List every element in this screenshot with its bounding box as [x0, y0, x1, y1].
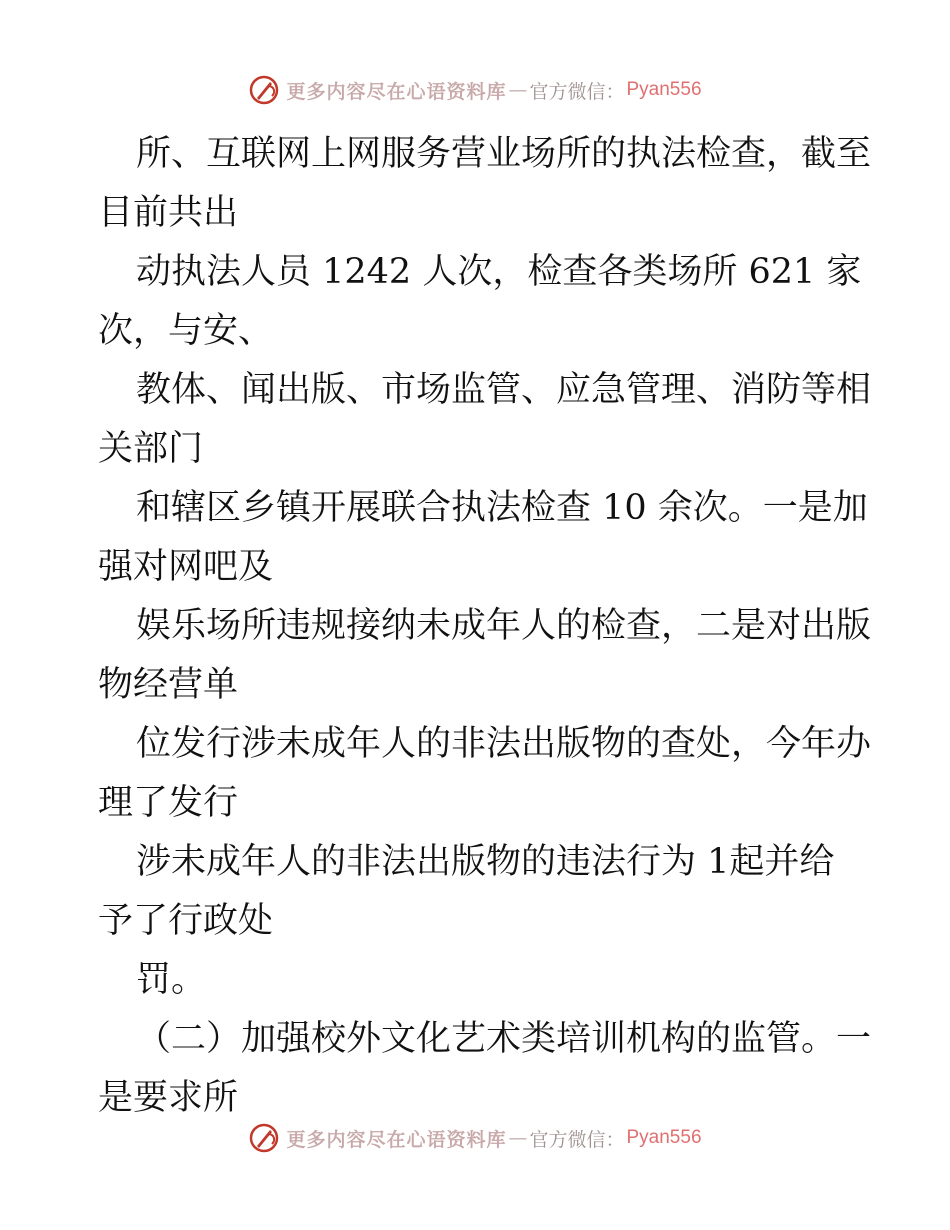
body-line: 是要求所: [98, 1078, 239, 1118]
document-body: [98, 125, 872, 1128]
body-line: 娱乐场所违规接纳未成年人的检查，二是对出版: [136, 606, 872, 646]
body-line: 物经营单: [98, 665, 239, 705]
body-line: 涉未成年人的非法出版物的违法行为 1起并给: [136, 842, 835, 882]
watermark-brand: 更多内容尽在心语资料库: [286, 80, 507, 103]
watermark-brand: 更多内容尽在心语资料库: [286, 1128, 507, 1151]
body-line: 予了行政处: [98, 901, 274, 941]
body-line: 所、互联网上网服务营业场所的执法检查，截至: [136, 134, 872, 174]
watermark-official-label: 官方微信：: [529, 1128, 625, 1151]
watermark-wechat-id: Pyan556: [626, 1127, 702, 1148]
body-line: 动执法人员 1242 人次，检查各类场所 621 家: [136, 252, 862, 292]
body-line: （二）加强校外文化艺术类培训机构的监管。一: [136, 1019, 872, 1059]
body-line: 目前共出: [98, 193, 239, 233]
body-line: 教体、闻出版、市场监管、应急管理、消防等相: [136, 370, 872, 410]
watermark-dash: —: [508, 79, 528, 101]
quill-logo-icon: [248, 1122, 280, 1154]
body-line: 理了发行: [98, 783, 239, 823]
quill-logo-icon: [248, 74, 280, 106]
body-line: 和辖区乡镇开展联合执法检查 10 余次。一是加: [136, 488, 868, 528]
body-line: 关部门: [98, 429, 204, 469]
watermark-wechat-id: Pyan556: [626, 79, 702, 100]
footer-watermark: [0, 1118, 950, 1158]
body-line: 位发行涉未成年人的非法出版物的查处，今年办: [136, 724, 872, 764]
watermark-official-label: 官方微信：: [529, 80, 625, 103]
body-line: 强对网吧及: [98, 547, 274, 587]
header-watermark: [0, 70, 950, 110]
body-line: 次，与安、: [98, 311, 274, 351]
body-line: 罚。: [136, 960, 207, 1000]
watermark-dash: —: [508, 1127, 528, 1149]
